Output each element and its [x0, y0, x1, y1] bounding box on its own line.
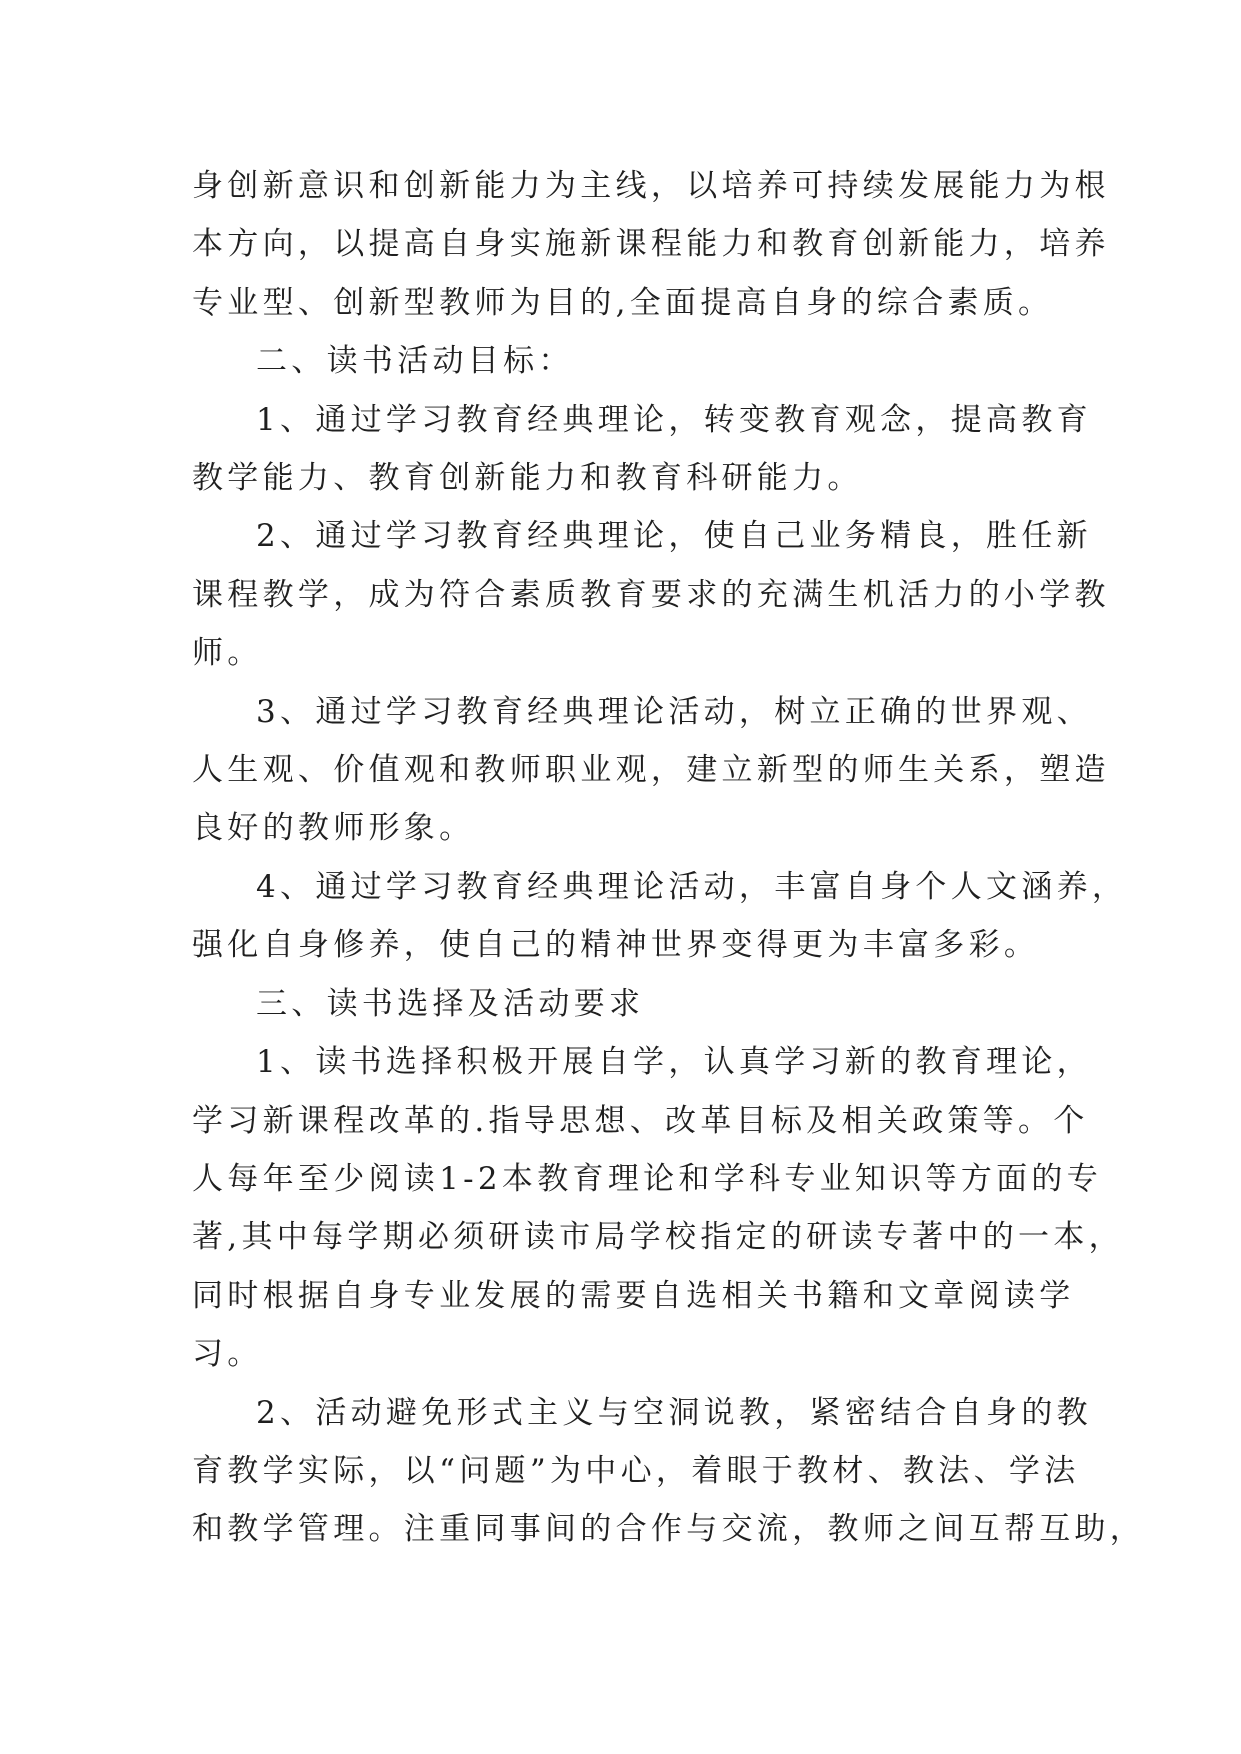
text-line: 师。 [192, 635, 263, 672]
text-line: 强化自身修养，使自己的精神世界变得更为丰富多彩。 [192, 927, 1040, 964]
text-line: 和教学管理。注重同事间的合作与交流，教师之间互帮互助， [192, 1511, 1146, 1548]
text-line: 4、通过学习教育经典理论活动，丰富自身个人文涵养， [256, 868, 1128, 905]
requirement-item-2 [192, 1384, 1146, 1559]
body-text [192, 157, 1146, 1559]
text-line: 人生观、价值观和教师职业观，建立新型的师生关系，塑造 [192, 752, 1110, 789]
text-line: 教学能力、教育创新能力和教育科研能力。 [192, 460, 863, 497]
section-heading-2 [192, 332, 1052, 390]
text-line: 1、读书选择积极开展自学，认真学习新的教育理论， [256, 1044, 1092, 1081]
text-line: 人每年至少阅读1-2本教育理论和学科专业知识等方面的专 [192, 1160, 1103, 1197]
goal-item-4 [192, 858, 1128, 975]
text-line: 著,其中每学期必须研读市局学校指定的研读专著中的一本， [192, 1219, 1124, 1256]
paragraph-1 [192, 157, 1110, 332]
text-line: 本方向，以提高自身实施新课程能力和教育创新能力，培养 [192, 226, 1110, 263]
text-line: 2、活动避免形式主义与空洞说教，紧密结合自身的教 [256, 1394, 1092, 1431]
text-line: 良好的教师形象。 [192, 810, 475, 847]
text-line: 3、通过学习教育经典理论活动，树立正确的世界观、 [256, 693, 1092, 730]
text-line: 专业型、创新型教师为目的,全面提高自身的综合素质。 [192, 284, 1054, 321]
text-line: 2、通过学习教育经典理论，使自己业务精良，胜任新 [256, 518, 1092, 555]
text-line: 习。 [192, 1336, 263, 1373]
text-line: 育教学实际，以“问题”为中心，着眼于教材、教法、学法 [192, 1452, 1080, 1489]
requirement-item-1 [192, 1033, 1124, 1383]
goal-item-1 [192, 391, 1092, 508]
text-line: 同时根据自身专业发展的需要自选相关书籍和文章阅读学 [192, 1277, 1075, 1314]
text-line: 身创新意识和创新能力为主线，以培养可持续发展能力为根 [192, 168, 1110, 204]
goal-item-3 [192, 683, 1110, 858]
goal-item-2 [192, 507, 1110, 682]
section-heading-3 [192, 975, 1052, 1033]
heading-line: 三、读书选择及活动要求 [256, 985, 645, 1022]
text-line: 课程教学，成为符合素质教育要求的充满生机活力的小学教 [192, 576, 1110, 613]
text-line: 学习新课程改革的.指导思想、改革目标及相关政策等。个 [192, 1102, 1089, 1139]
text-line: 1、通过学习教育经典理论，转变教育观念，提高教育 [256, 401, 1092, 438]
heading-line: 二、读书活动目标： [256, 343, 574, 380]
